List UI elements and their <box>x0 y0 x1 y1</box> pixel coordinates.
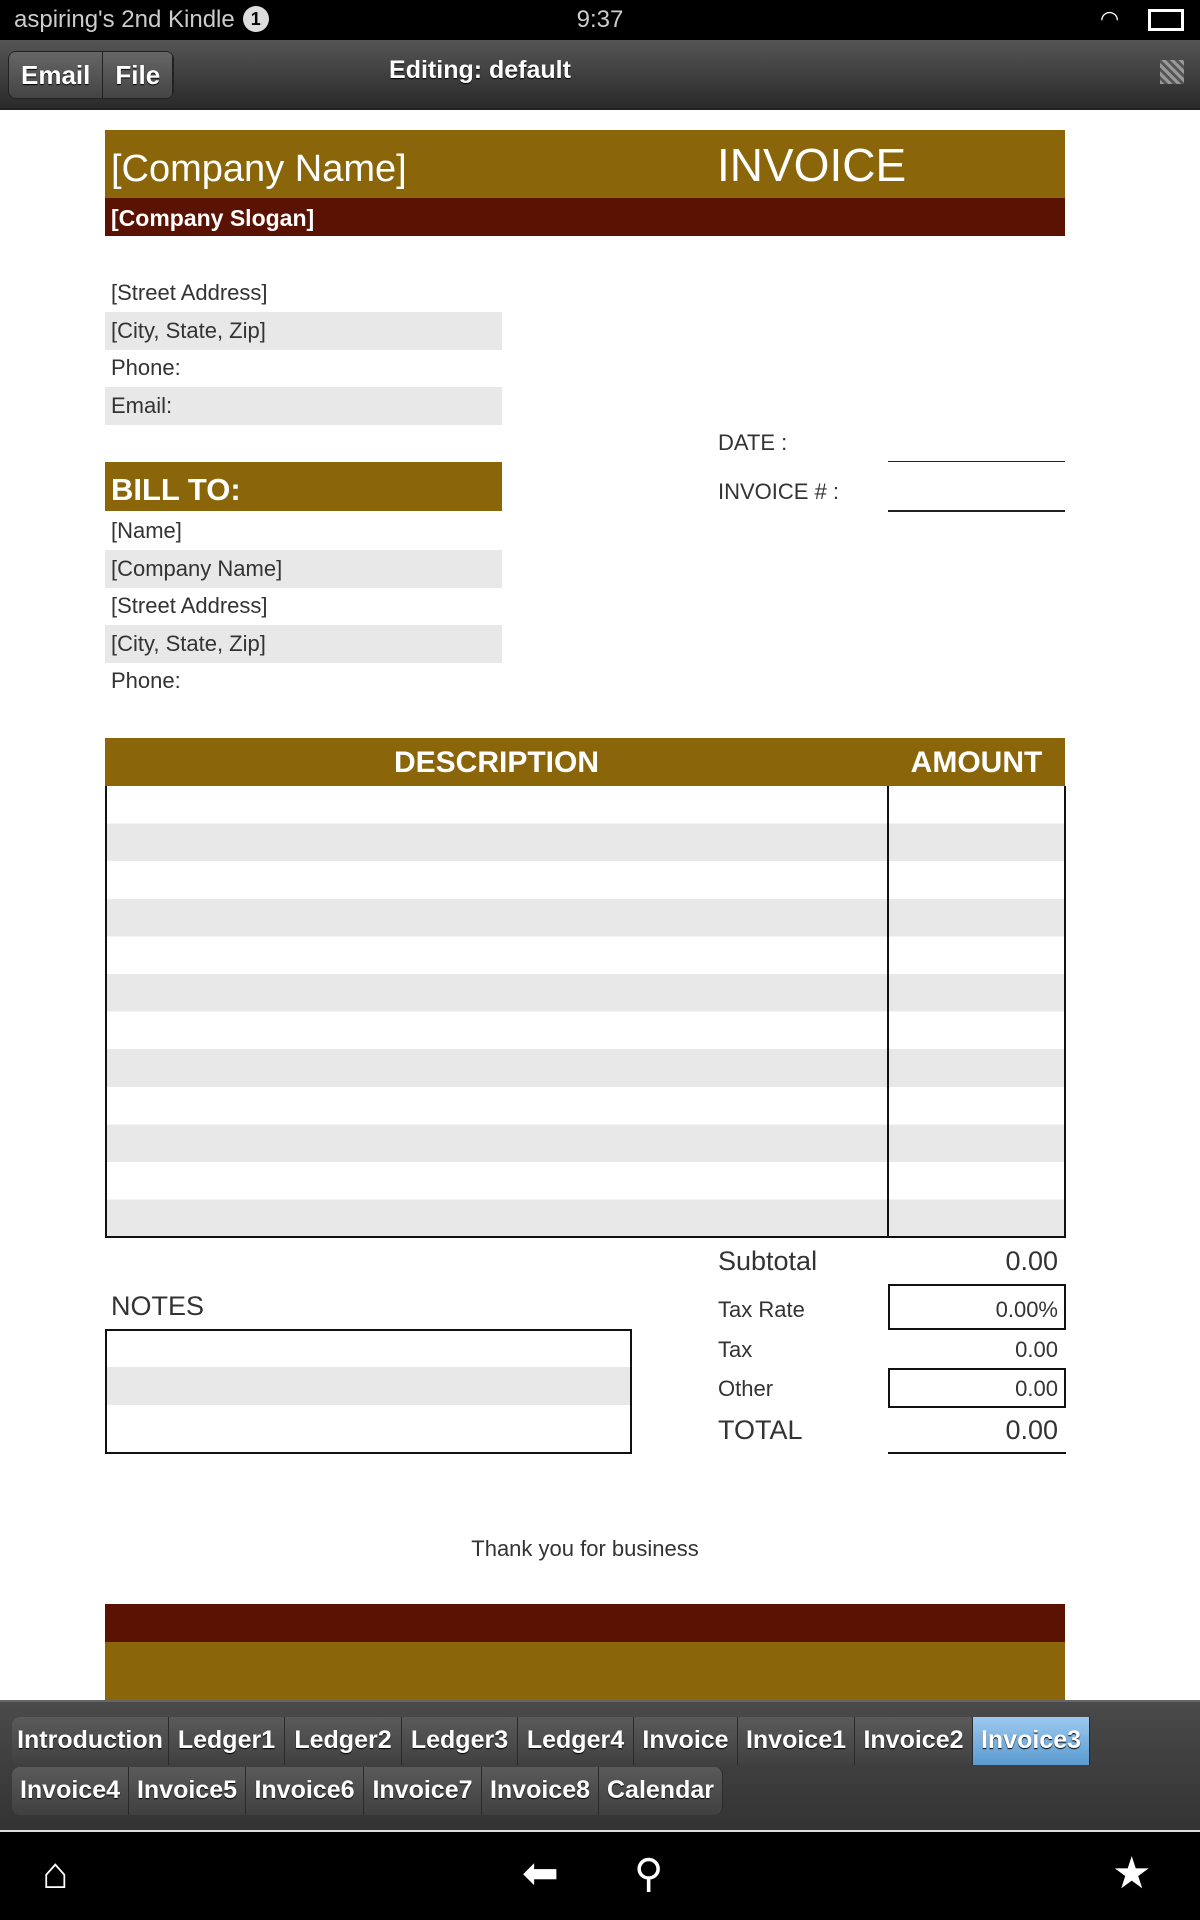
thank-you-text: Thank you for business <box>471 1536 699 1561</box>
system-nav-bar <box>0 1830 1200 1920</box>
tab-invoice3[interactable]: Invoice3 <box>973 1717 1090 1765</box>
tab-calendar[interactable]: Calendar <box>599 1767 723 1815</box>
tax-rate-label: Tax Rate <box>718 1297 805 1322</box>
editing-title: Editing: default <box>389 56 571 84</box>
bill-city[interactable]: [City, State, Zip] <box>105 625 502 663</box>
subtotal-value: 0.00 <box>1005 1246 1058 1276</box>
street-address[interactable]: [Street Address] <box>111 280 268 305</box>
invoice-number-label: INVOICE # : <box>718 479 840 504</box>
footer-band-maroon <box>105 1604 1065 1642</box>
notes-box[interactable] <box>105 1329 632 1454</box>
amount-header: AMOUNT <box>910 746 1043 779</box>
tab-invoice8[interactable]: Invoice8 <box>482 1767 599 1815</box>
notification-badge[interactable]: 1 <box>243 6 269 32</box>
description-header: DESCRIPTION <box>393 746 600 779</box>
tab-ledger1[interactable]: Ledger1 <box>169 1717 285 1765</box>
other-value: 0.00 <box>1015 1376 1058 1401</box>
clock: 9:37 <box>576 6 624 33</box>
tab-ledger4[interactable]: Ledger4 <box>518 1717 634 1765</box>
city-state-zip[interactable]: [City, State, Zip] <box>105 312 502 350</box>
company-name[interactable]: [Company Name] <box>111 148 407 190</box>
search-icon[interactable]: ⚲ <box>634 1852 664 1896</box>
footer-band-gold <box>105 1642 1065 1700</box>
date-label: DATE : <box>718 430 788 455</box>
column-divider <box>887 786 889 1238</box>
total-value: 0.00 <box>1005 1415 1058 1445</box>
bill-name[interactable]: [Name] <box>111 518 182 543</box>
invoice-number-field[interactable] <box>888 510 1065 512</box>
tab-invoice2[interactable]: Invoice2 <box>855 1717 973 1765</box>
phone[interactable]: Phone: <box>111 355 181 380</box>
bill-phone[interactable]: Phone: <box>111 668 181 693</box>
tax-value: 0.00 <box>1015 1337 1058 1362</box>
tab-invoice[interactable]: Invoice <box>634 1717 738 1765</box>
tax-rate-value: 0.00% <box>995 1297 1058 1322</box>
tax-label: Tax <box>718 1337 753 1362</box>
back-icon[interactable]: ⬅ <box>522 1849 559 1898</box>
status-bar <box>0 0 1200 40</box>
notes-label: NOTES <box>111 1291 205 1321</box>
tab-ledger2[interactable]: Ledger2 <box>285 1717 402 1765</box>
bill-to-label: BILL TO: <box>111 472 241 507</box>
total-underline <box>888 1452 1066 1454</box>
email[interactable]: Email: <box>105 387 502 425</box>
battery-icon <box>1148 9 1184 31</box>
date-field[interactable] <box>888 461 1065 462</box>
tab-ledger3[interactable]: Ledger3 <box>402 1717 518 1765</box>
wifi-icon: ◠ <box>1100 6 1120 31</box>
device-name: aspiring's 2nd Kindle 1 <box>14 6 269 34</box>
other-label: Other <box>718 1376 774 1401</box>
bill-company[interactable]: [Company Name] <box>105 550 502 588</box>
tab-invoice5[interactable]: Invoice5 <box>129 1767 246 1815</box>
tab-invoice1[interactable]: Invoice1 <box>738 1717 855 1765</box>
line-items-table <box>105 786 1066 1238</box>
file-button[interactable]: File <box>103 52 173 98</box>
toolbar <box>0 40 1200 110</box>
invoice-title: INVOICE <box>717 139 907 191</box>
qr-icon[interactable] <box>1160 60 1184 84</box>
subtotal-label: Subtotal <box>718 1246 818 1276</box>
bill-street[interactable]: [Street Address] <box>111 593 268 618</box>
home-icon[interactable]: ⌂ <box>42 1849 69 1898</box>
email-button[interactable]: Email <box>9 52 103 98</box>
tab-invoice7[interactable]: Invoice7 <box>364 1767 482 1815</box>
tab-introduction[interactable]: Introduction <box>12 1717 169 1765</box>
tab-invoice4[interactable]: Invoice4 <box>12 1767 129 1815</box>
total-label: TOTAL <box>718 1415 803 1445</box>
favorites-star-icon[interactable]: ★ <box>1112 1849 1152 1898</box>
tab-invoice6[interactable]: Invoice6 <box>246 1767 364 1815</box>
company-slogan[interactable]: [Company Slogan] <box>111 205 315 231</box>
